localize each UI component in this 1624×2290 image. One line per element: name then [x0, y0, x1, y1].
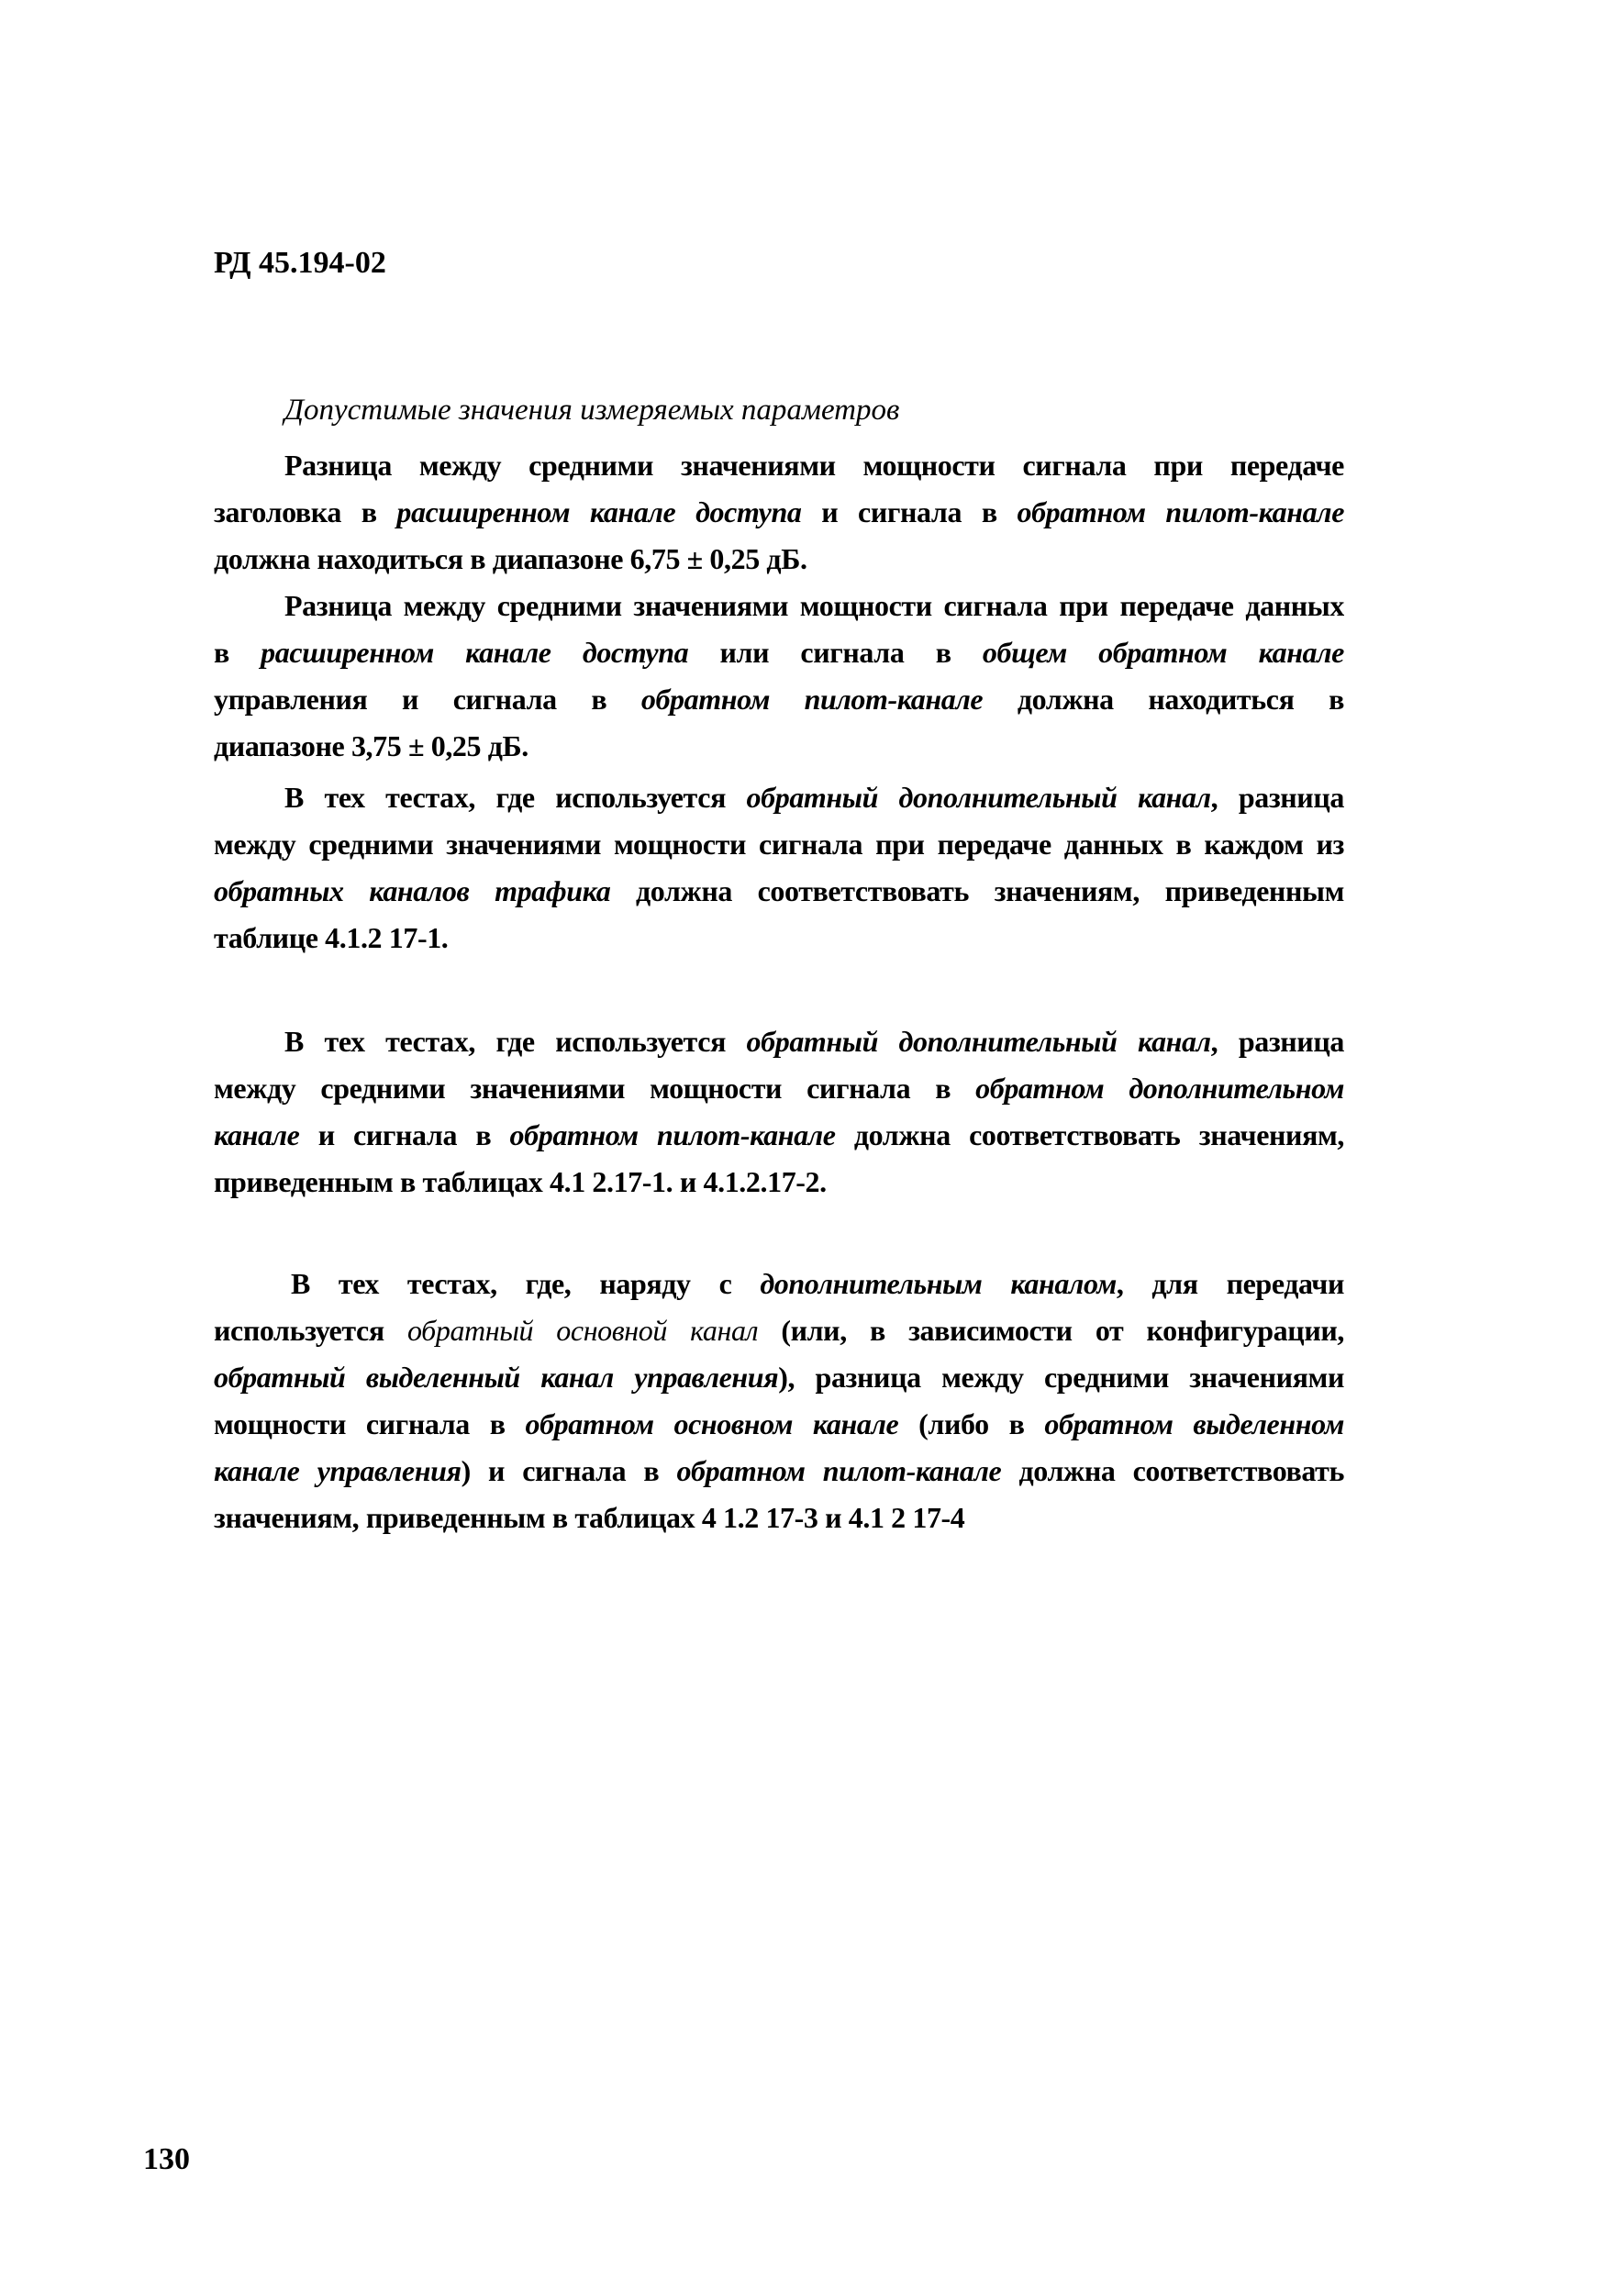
section-heading: Допустимые значения измеряемых параметров — [284, 394, 900, 427]
text-line — [214, 1018, 1344, 1065]
paragraph-1 — [214, 442, 1344, 583]
text-line — [214, 1159, 1344, 1206]
emphasized-term: расширенном канале доступа — [396, 495, 802, 528]
text-run: ), разница между средними значениями — [778, 1361, 1344, 1394]
text-run: должна соответствовать значениям, — [835, 1118, 1344, 1151]
emphasized-term: обратном пилот-канале — [509, 1118, 836, 1151]
text-run: (или, в зависимости от конфигурации, — [758, 1314, 1344, 1347]
text-line — [214, 583, 1344, 629]
paragraph-2 — [214, 583, 1344, 770]
text-run: должна находиться в диапазоне 6,75 ± 0,25 дБ. — [214, 542, 807, 575]
text-line — [214, 1448, 1344, 1495]
text-run: между средними значениями мощности сигнала при передаче данных в каждом из — [214, 828, 1344, 861]
text-run: приведенным в таблицах 4.1 2.17-1. и 4.1.2.17-2. — [214, 1165, 827, 1198]
text-line — [214, 1112, 1344, 1159]
text-line — [214, 1261, 1344, 1307]
text-run: между средними значениями мощности сигнала в — [214, 1072, 976, 1105]
text-run: управления и сигнала в — [214, 683, 641, 716]
paragraph-3 — [214, 774, 1344, 962]
text-line — [214, 536, 1344, 583]
text-line — [214, 774, 1344, 821]
text-run: и сигнала в — [801, 495, 1018, 528]
text-run: (либо в — [898, 1407, 1045, 1440]
emphasized-term: обратных каналов трафика — [214, 874, 611, 907]
emphasized-term: общем обратном канале — [982, 636, 1344, 669]
text-line — [214, 723, 1344, 770]
text-run: заголовка в — [214, 495, 397, 528]
text-run: ) и сигнала в — [461, 1454, 677, 1487]
emphasized-term: обратном дополнительном — [975, 1072, 1344, 1105]
text-line — [214, 1495, 1344, 1541]
emphasized-term: обратный дополнительный канал — [746, 1025, 1211, 1058]
text-run: В тех тестах, где используется — [284, 781, 747, 814]
emphasized-term: обратном пилот-канале — [1017, 495, 1344, 528]
emphasized-term: обратный выделенный канал управления — [214, 1361, 779, 1394]
text-run: В тех тестах, где используется — [284, 1025, 747, 1058]
emphasized-term: дополнительным каналом — [760, 1267, 1117, 1300]
text-line — [214, 821, 1344, 868]
paragraph-5 — [214, 1261, 1344, 1541]
text-line — [214, 629, 1344, 676]
text-run: Разница между средними значениями мощности сигнала при передаче данных — [284, 589, 1344, 622]
text-run: значениям, приведенным в таблицах 4 1.2 17-3 и 4.1 2 17-4 — [214, 1501, 965, 1534]
text-run: диапазоне 3,75 ± 0,25 дБ. — [214, 729, 528, 762]
text-run: , разница — [1210, 1025, 1344, 1058]
text-run: или сигнала в — [688, 636, 983, 669]
paragraph-4 — [214, 1018, 1344, 1206]
emphasized-term: обратном пилот-канале — [640, 683, 984, 716]
emphasized-term: канале управления — [214, 1454, 462, 1487]
text-line — [214, 1307, 1344, 1354]
emphasized-term: канале — [214, 1118, 300, 1151]
text-line — [214, 1065, 1344, 1112]
text-run: и сигнала в — [299, 1118, 510, 1151]
text-run: таблице 4.1.2 17-1. — [214, 921, 449, 954]
text-line — [214, 442, 1344, 489]
emphasized-term: обратном пилот-канале — [676, 1454, 1002, 1487]
text-run: В тех тестах, где, наряду с — [291, 1267, 761, 1300]
text-run: , разница — [1210, 781, 1344, 814]
text-line — [214, 1354, 1344, 1401]
text-run: мощности сигнала в — [214, 1407, 526, 1440]
text-line — [214, 489, 1344, 536]
text-line — [214, 676, 1344, 723]
text-run: , для передачи — [1116, 1267, 1344, 1300]
text-line — [214, 915, 1344, 962]
text-run: должна соответствовать — [1001, 1454, 1344, 1487]
text-line — [214, 1401, 1344, 1448]
emphasized-term: обратном основном канале — [525, 1407, 899, 1440]
text-run: используется — [214, 1314, 407, 1347]
text-line — [214, 868, 1344, 915]
text-run: в — [214, 636, 261, 669]
emphasized-term: обратный основной канал — [406, 1314, 759, 1347]
text-run: Разница между средними значениями мощности сигнала при передаче — [284, 449, 1344, 482]
emphasized-term: обратном выделенном — [1044, 1407, 1344, 1440]
page-number: 130 — [143, 2142, 190, 2176]
emphasized-term: обратный дополнительный канал — [746, 781, 1211, 814]
emphasized-term: расширенном канале доступа — [261, 636, 689, 669]
text-run: должна находиться в — [983, 683, 1344, 716]
document-code: РД 45.194-02 — [214, 246, 386, 280]
text-run: должна соответствовать значениям, приведенным — [610, 874, 1344, 907]
